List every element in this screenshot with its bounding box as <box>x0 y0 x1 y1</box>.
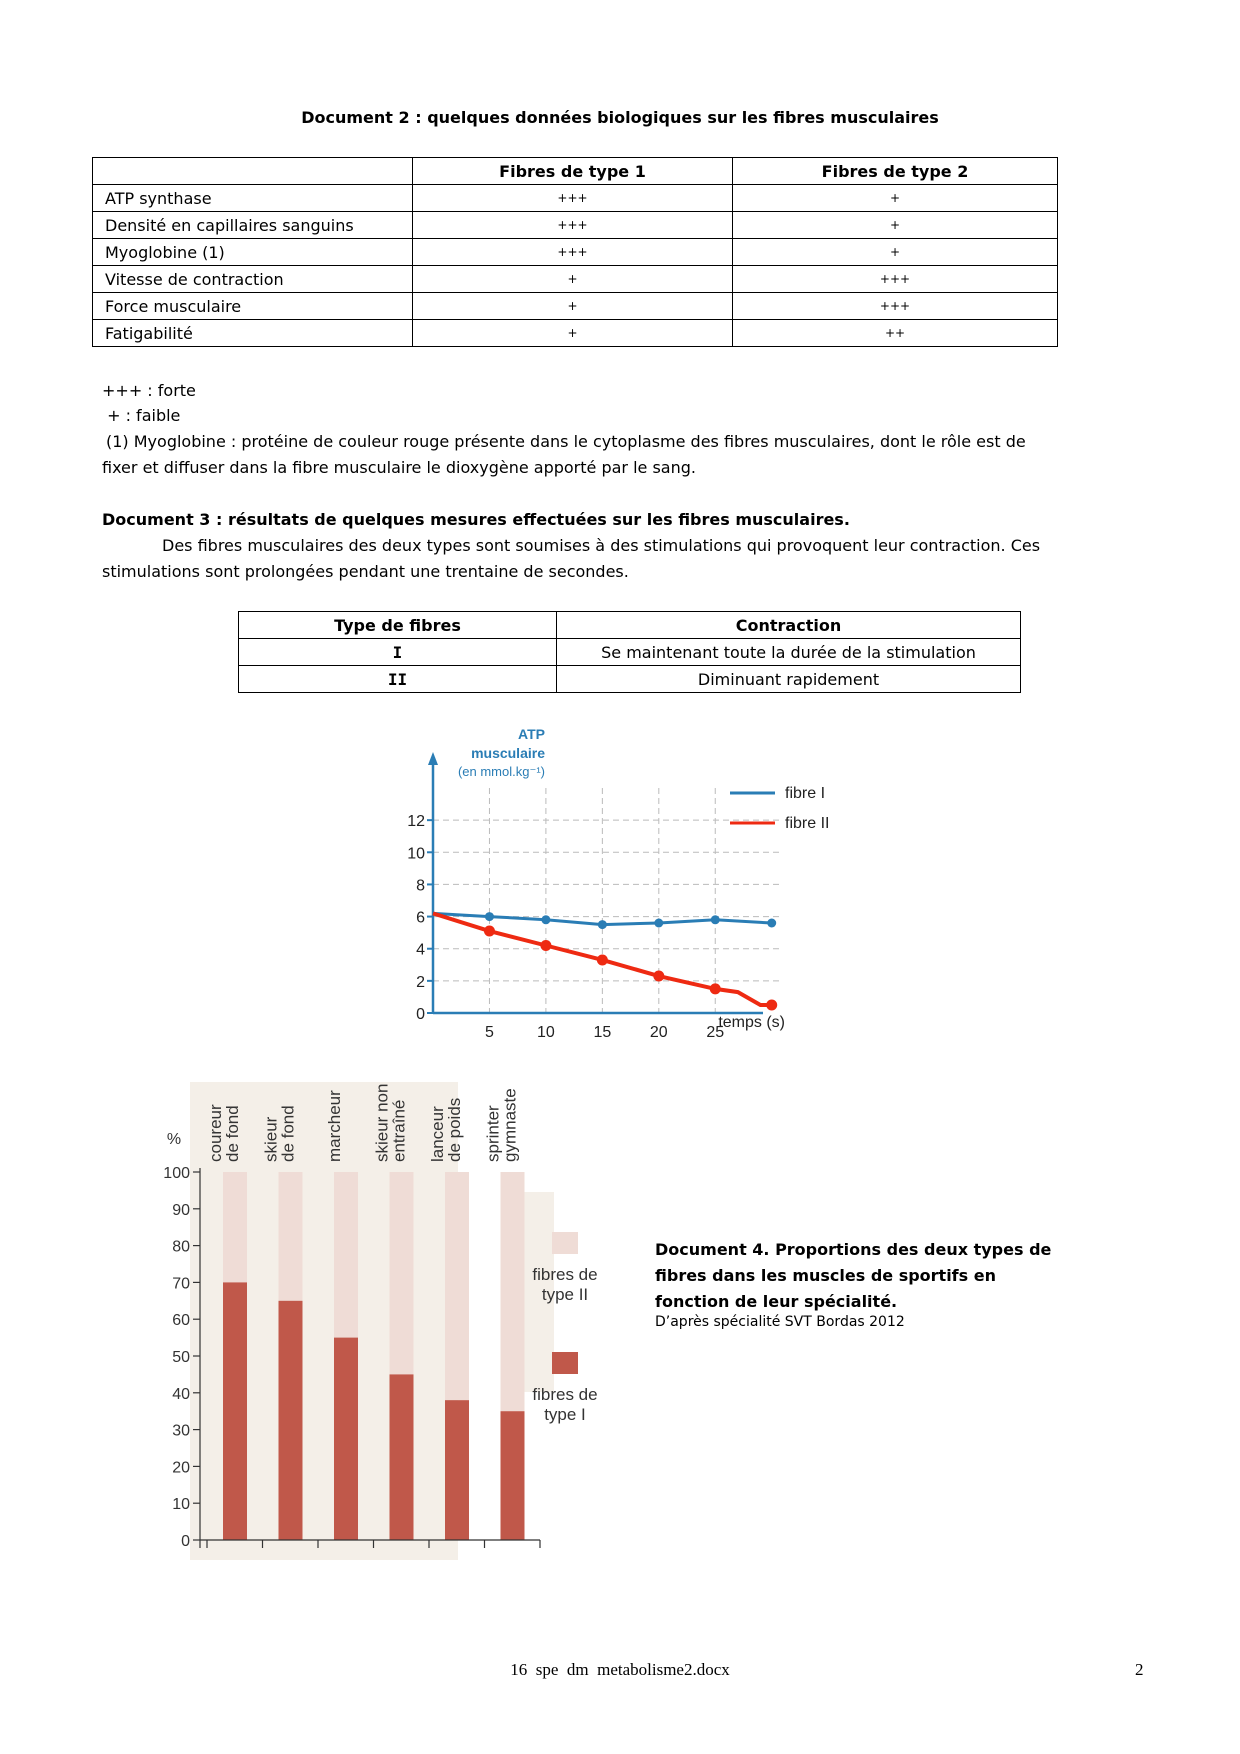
header-cell-type2: Fibres de type 2 <box>733 158 1058 185</box>
y-tick-label: 100 <box>163 1165 190 1182</box>
row-value: +++ <box>733 293 1058 320</box>
y-tick-label: 60 <box>172 1312 190 1330</box>
bar-type-2 <box>390 1172 414 1374</box>
fiber-proportion-bar-chart <box>150 1082 598 1572</box>
footer-filename: 16 spe dm metabolisme2.docx <box>510 1660 730 1679</box>
doc3-text-line-1: Des fibres musculaires des deux types sont soumises à des stimulations qui provoquent leur contraction. Ces <box>162 536 1041 555</box>
row-label: Force musculaire <box>93 293 413 320</box>
row-value: +++ <box>413 212 733 239</box>
bar-type-1 <box>334 1338 358 1540</box>
data-point <box>540 940 551 951</box>
y-tick-label: 4 <box>416 941 425 959</box>
category-label: skieur <box>261 1116 281 1162</box>
chart-axes <box>427 752 763 1013</box>
y-tick-label: 30 <box>172 1422 190 1440</box>
category-label: marcheur <box>325 1090 344 1162</box>
row-value: ++ <box>733 320 1058 347</box>
y-tick-label: 90 <box>172 1201 190 1219</box>
bar-type-2 <box>334 1172 358 1338</box>
row-value: + <box>413 320 733 347</box>
row-value: +++ <box>733 266 1058 293</box>
fiber-type-cell: I <box>239 639 557 666</box>
data-point <box>653 971 664 982</box>
fiber-type-cell: II <box>239 666 557 693</box>
category-label: de poids <box>445 1097 464 1162</box>
doc2-table <box>92 157 1058 347</box>
legend-swatch-type-1 <box>552 1352 578 1374</box>
doc4-caption-line: fonction de leur spécialité. <box>655 1292 898 1311</box>
y-tick-label: 80 <box>172 1238 190 1256</box>
table-header-row <box>239 612 1021 639</box>
chart-series <box>433 912 777 1010</box>
bar-type-2 <box>279 1172 303 1301</box>
table-row <box>93 320 1058 347</box>
header-cell-contraction: Contraction <box>557 612 1021 639</box>
row-value: +++ <box>413 185 733 212</box>
bar-type-1 <box>279 1301 303 1540</box>
data-point <box>710 983 721 994</box>
table-row <box>93 266 1058 293</box>
data-point <box>541 915 550 924</box>
y-axis-label: musculaire <box>471 745 545 761</box>
table-row <box>239 666 1021 693</box>
data-point <box>767 919 776 928</box>
category-label: de fond <box>223 1105 242 1162</box>
y-axis-unit: (en mmol.kg⁻¹) <box>457 764 545 779</box>
y-tick-label: 0 <box>181 1533 190 1550</box>
row-label: Myoglobine (1) <box>93 239 413 266</box>
row-value: + <box>733 212 1058 239</box>
y-tick-label: 2 <box>416 973 425 991</box>
y-tick-label: 8 <box>416 877 425 895</box>
table-row <box>93 185 1058 212</box>
page-number: 2 <box>1135 1660 1144 1679</box>
note-line-2: fixer et diffuser dans la fibre musculaire le dioxygène apporté par le sang. <box>102 458 696 477</box>
legend-label-type-2: fibres de <box>532 1265 598 1284</box>
row-value: + <box>413 266 733 293</box>
data-point <box>654 919 663 928</box>
legend-swatch-type-2 <box>552 1232 578 1254</box>
doc3-table <box>238 611 1021 693</box>
doc4-caption <box>655 1237 1085 1315</box>
data-point <box>598 920 607 929</box>
legend-label-type-1: type I <box>544 1405 586 1424</box>
x-tick-label: 10 <box>537 1024 555 1041</box>
doc2-title: Document 2 : quelques données biologiques sur les fibres musculaires <box>301 108 939 127</box>
table-row <box>93 212 1058 239</box>
bar-type-2 <box>501 1172 525 1411</box>
data-point <box>766 999 777 1010</box>
doc4-caption-line: fibres dans les muscles de sportifs en <box>655 1266 996 1285</box>
y-tick-label: 10 <box>407 845 425 863</box>
y-tick-label: 70 <box>172 1275 190 1293</box>
y-axis-arrow <box>428 752 438 765</box>
y-tick-label: 12 <box>407 813 425 831</box>
row-value: + <box>733 239 1058 266</box>
bar-type-1 <box>501 1411 525 1540</box>
x-tick-label: 5 <box>484 1024 494 1041</box>
atp-line-chart <box>385 725 865 1050</box>
header-cell-empty <box>93 158 413 185</box>
contraction-cell: Diminuant rapidement <box>557 666 1021 693</box>
data-point <box>597 954 608 965</box>
category-label: entraîné <box>389 1099 409 1162</box>
row-label: Densité en capillaires sanguins <box>93 212 413 239</box>
x-tick-labels <box>485 1024 724 1041</box>
y-tick-label: 0 <box>416 1006 425 1023</box>
y-tick-labels <box>163 1165 190 1550</box>
legend-label-fibre-2: fibre II <box>785 815 830 832</box>
x-tick-label: 20 <box>649 1024 668 1041</box>
legend-label-fibre-1: fibre I <box>785 785 826 802</box>
bar-type-2 <box>445 1172 469 1400</box>
table-header-row <box>93 158 1058 185</box>
row-label: Fatigabilité <box>93 320 413 347</box>
bar-type-1 <box>390 1374 414 1540</box>
category-label: de fond <box>278 1105 298 1162</box>
category-label: lanceur <box>428 1106 447 1162</box>
row-value: + <box>733 185 1058 212</box>
row-label: ATP synthase <box>93 185 413 212</box>
data-point <box>484 926 495 937</box>
x-tick-label: 25 <box>706 1024 725 1041</box>
y-axis-label: % <box>166 1131 182 1148</box>
y-axis-label: ATP <box>518 726 545 742</box>
table-row <box>93 239 1058 266</box>
y-tick-labels <box>407 813 425 1023</box>
doc3-title: Document 3 : résultats de quelques mesures effectuées sur les fibres musculaires. <box>102 510 850 529</box>
category-label: skieur non <box>372 1083 392 1162</box>
row-value: +++ <box>413 239 733 266</box>
category-label: coureur <box>206 1104 225 1162</box>
row-label: Vitesse de contraction <box>93 266 413 293</box>
category-label: sprinter <box>483 1105 503 1162</box>
bar-type-2 <box>223 1172 247 1282</box>
table-row <box>93 293 1058 320</box>
category-label: gymnaste <box>500 1088 520 1162</box>
doc4-source: D’après spécialité SVT Bordas 2012 <box>655 1314 905 1330</box>
x-axis-label: temps (s) <box>718 1014 785 1031</box>
y-tick-label: 20 <box>172 1459 190 1477</box>
legend-strong: +++ : forte <box>102 381 196 400</box>
doc3-text-line-2: stimulations sont prolongées pendant une trentaine de secondes. <box>102 562 629 581</box>
y-tick-label: 10 <box>172 1496 190 1514</box>
legend-weak: + : faible <box>102 406 181 425</box>
bar-type-1 <box>445 1400 469 1540</box>
y-tick-label: 40 <box>172 1385 190 1403</box>
legend-label-type-1: fibres de <box>532 1385 598 1404</box>
y-tick-label: 6 <box>416 909 425 927</box>
note-line-1: (1) Myoglobine : protéine de couleur rouge présente dans le cytoplasme des fibres musculaires, dont le rôle est de <box>106 432 1026 451</box>
x-tick-label: 15 <box>593 1024 612 1041</box>
data-point <box>485 912 494 921</box>
legend-label-type-2: type II <box>541 1285 589 1304</box>
doc4-caption-line: Document 4. Proportions des deux types de <box>655 1240 1052 1259</box>
header-cell-type1: Fibres de type 1 <box>413 158 733 185</box>
bar-type-1 <box>223 1282 247 1540</box>
table-row <box>239 639 1021 666</box>
header-cell-fiber-type: Type de fibres <box>239 612 557 639</box>
y-tick-label: 50 <box>172 1349 190 1366</box>
data-point <box>711 915 720 924</box>
contraction-cell: Se maintenant toute la durée de la stimulation <box>557 639 1021 666</box>
row-value: + <box>413 293 733 320</box>
